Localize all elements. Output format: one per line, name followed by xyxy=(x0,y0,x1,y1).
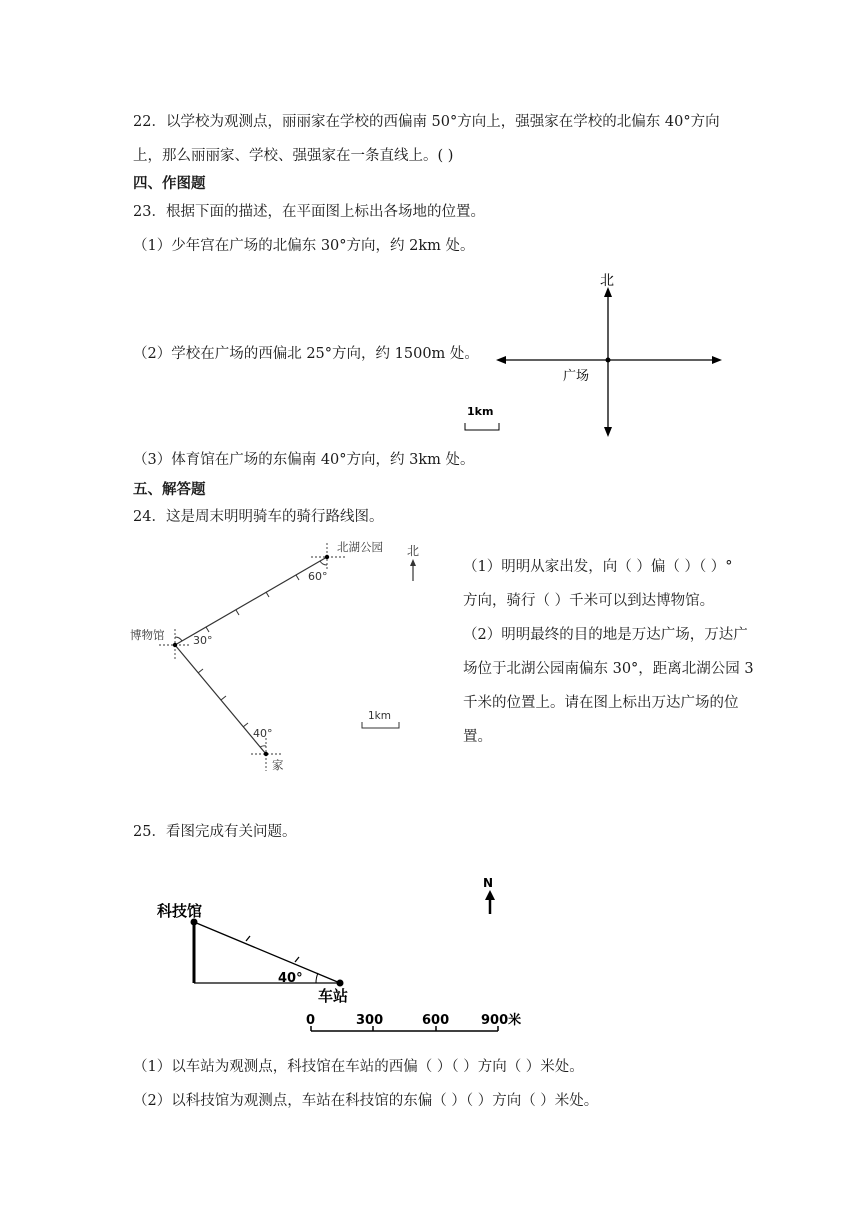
q24-p2-line4: 置。 xyxy=(463,729,492,745)
q23-intro: 23．根据下面的描述，在平面图上标出各场地的位置。 xyxy=(133,204,485,220)
q25-science-label: 科技馆 xyxy=(157,902,203,920)
q24-angle-park: 60° xyxy=(308,570,328,583)
q24-p2-line3: 千米的位置上。请在图上标出万达广场的位 xyxy=(463,695,739,711)
q24-home-label: 家 xyxy=(272,758,284,772)
q22-line2: 上，那么丽丽家、学校、强强家在一条直线上。( ) xyxy=(133,148,454,164)
q24-p2-line2: 场位于北湖公园南偏东 30°，距离北湖公园 3 xyxy=(463,661,754,677)
q23-center-label: 广场 xyxy=(563,369,590,384)
q25-north-label: N xyxy=(483,876,494,890)
q24-p1-line1: （1）明明从家出发，向（ ）偏（ ）（ ）° xyxy=(463,559,733,575)
q25-intro: 25．看图完成有关问题。 xyxy=(133,824,297,840)
q24-p2-line1: （2）明明最终的目的地是万达广场，万达广 xyxy=(463,627,748,643)
q23-scale-bar xyxy=(465,423,499,430)
q25-scale-600: 600 xyxy=(422,1013,450,1028)
q23-north-label: 北 xyxy=(600,273,614,289)
q24-intro: 24．这是周末明明骑车的骑行路线图。 xyxy=(133,509,384,525)
q25-figure xyxy=(150,870,550,1040)
q23-item2: （2）学校在广场的西偏北 25°方向，约 1500m 处。 xyxy=(133,346,479,362)
q23-compass-figure xyxy=(460,265,740,440)
q24-museum-label: 博物馆 xyxy=(130,628,165,642)
section-heading-answers: 五、解答题 xyxy=(133,482,206,498)
q25-sub2: （2）以科技馆为观测点，车站在科技馆的东偏（ ）（ ）方向（ ）米处。 xyxy=(133,1093,599,1109)
q25-scale-900: 900米 xyxy=(481,1013,522,1028)
q25-scale-300: 300 xyxy=(356,1013,384,1028)
q24-p1-line2: 方向，骑行（ ）千米可以到达博物馆。 xyxy=(463,593,715,609)
q24-angle-home: 40° xyxy=(253,727,273,740)
q23-scale-label: 1km xyxy=(467,405,494,418)
q24-north-label: 北 xyxy=(407,544,420,558)
q23-item1: （1）少年宫在广场的北偏东 30°方向，约 2km 处。 xyxy=(133,238,475,254)
q24-angle-museum: 30° xyxy=(193,634,213,647)
q25-angle-label: 40° xyxy=(278,971,303,986)
q24-route-figure xyxy=(125,533,455,778)
q25-sub1: （1）以车站为观测点，科技馆在车站的西偏（ ）（ ）方向（ ）米处。 xyxy=(133,1059,584,1075)
q24-scale-bar xyxy=(362,722,399,728)
q25-station-label: 车站 xyxy=(318,987,349,1005)
q25-scale-0: 0 xyxy=(306,1013,316,1028)
q23-item3: （3）体育馆在广场的东偏南 40°方向，约 3km 处。 xyxy=(133,452,475,468)
q24-park-label: 北湖公园 xyxy=(337,540,383,554)
section-heading-drawing: 四、作图题 xyxy=(133,176,206,192)
q22-line1: 22．以学校为观测点，丽丽家在学校的西偏南 50°方向上，强强家在学校的北偏东 40°方向 xyxy=(133,114,720,130)
q24-scale-label: 1km xyxy=(368,710,391,722)
